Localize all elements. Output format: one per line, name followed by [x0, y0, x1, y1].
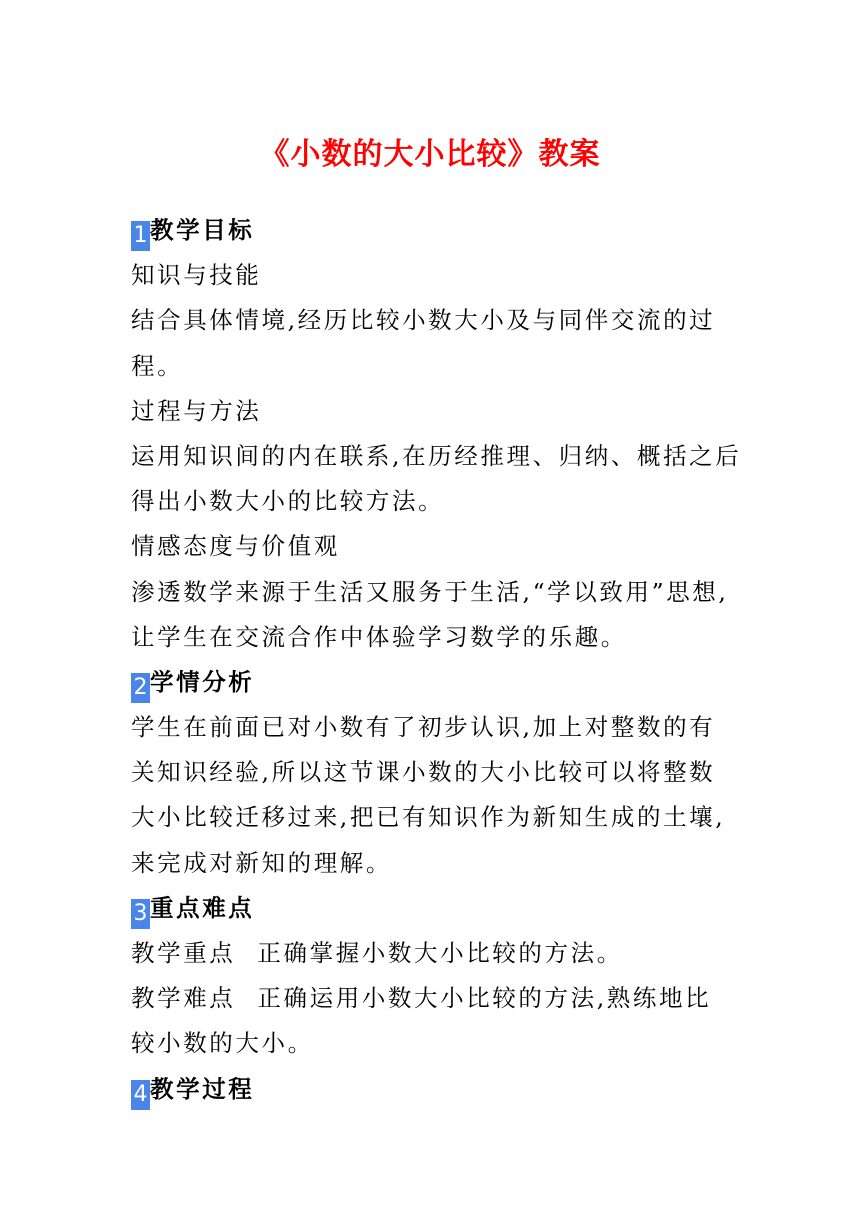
difficult-point-text: 正确运用小数大小比较的方法,熟练地比	[257, 984, 712, 1013]
section-heading-text: 教学过程	[150, 1074, 255, 1103]
paragraph-line: 结合具体情境,经历比较小数大小及与同伴交流的过	[131, 306, 716, 335]
document-body	[131, 208, 741, 1112]
paragraph-line: 关知识经验,所以这节课小数的大小比较可以将整数	[131, 758, 716, 787]
paragraph-line: 运用知识间的内在联系,在历经推理、归纳、概括之后	[131, 441, 742, 470]
section-number-badge: 4	[131, 1080, 150, 1110]
difficult-point-label: 教学难点	[131, 984, 236, 1013]
paragraph-line: 让学生在交流合作中体验学习数学的乐趣。	[131, 622, 627, 651]
section-heading-key-points	[131, 886, 741, 931]
document-title: 《小数的大小比较》教案	[259, 137, 601, 172]
paragraph-line: 来完成对新知的理解。	[131, 848, 392, 877]
paragraph-line: 较小数的大小。	[131, 1029, 314, 1058]
paragraph-line: 大小比较迁移过来,把已有知识作为新知生成的土壤,	[131, 803, 726, 832]
paragraph-line: 知识与技能	[131, 261, 262, 290]
section-heading-text: 学情分析	[150, 667, 255, 696]
section-number-badge: 1	[131, 221, 150, 251]
paragraph-line: 程。	[131, 351, 184, 380]
difficult-point-line	[131, 976, 741, 1021]
section-number-badge: 2	[131, 673, 150, 703]
paragraph-line: 得出小数大小的比较方法。	[131, 487, 445, 516]
section-heading-text: 教学目标	[150, 216, 255, 244]
paragraph-line: 学生在前面已对小数有了初步认识,加上对整数的有	[131, 713, 716, 742]
section-heading-text: 重点难点	[150, 893, 255, 922]
key-point-line	[131, 931, 741, 976]
section-heading-objectives	[131, 208, 741, 253]
key-point-label: 教学重点	[131, 939, 236, 967]
paragraph-line: 情感态度与价值观	[131, 532, 340, 561]
section-number-badge: 3	[131, 899, 150, 929]
section-heading-analysis	[131, 660, 741, 705]
paragraph-line: 过程与方法	[131, 396, 262, 425]
section-heading-process	[131, 1067, 741, 1112]
key-point-text: 正确掌握小数大小比较的方法。	[257, 939, 623, 967]
paragraph-line: 渗透数学来源于生活又服务于生活,“学以致用”思想,	[131, 577, 729, 606]
